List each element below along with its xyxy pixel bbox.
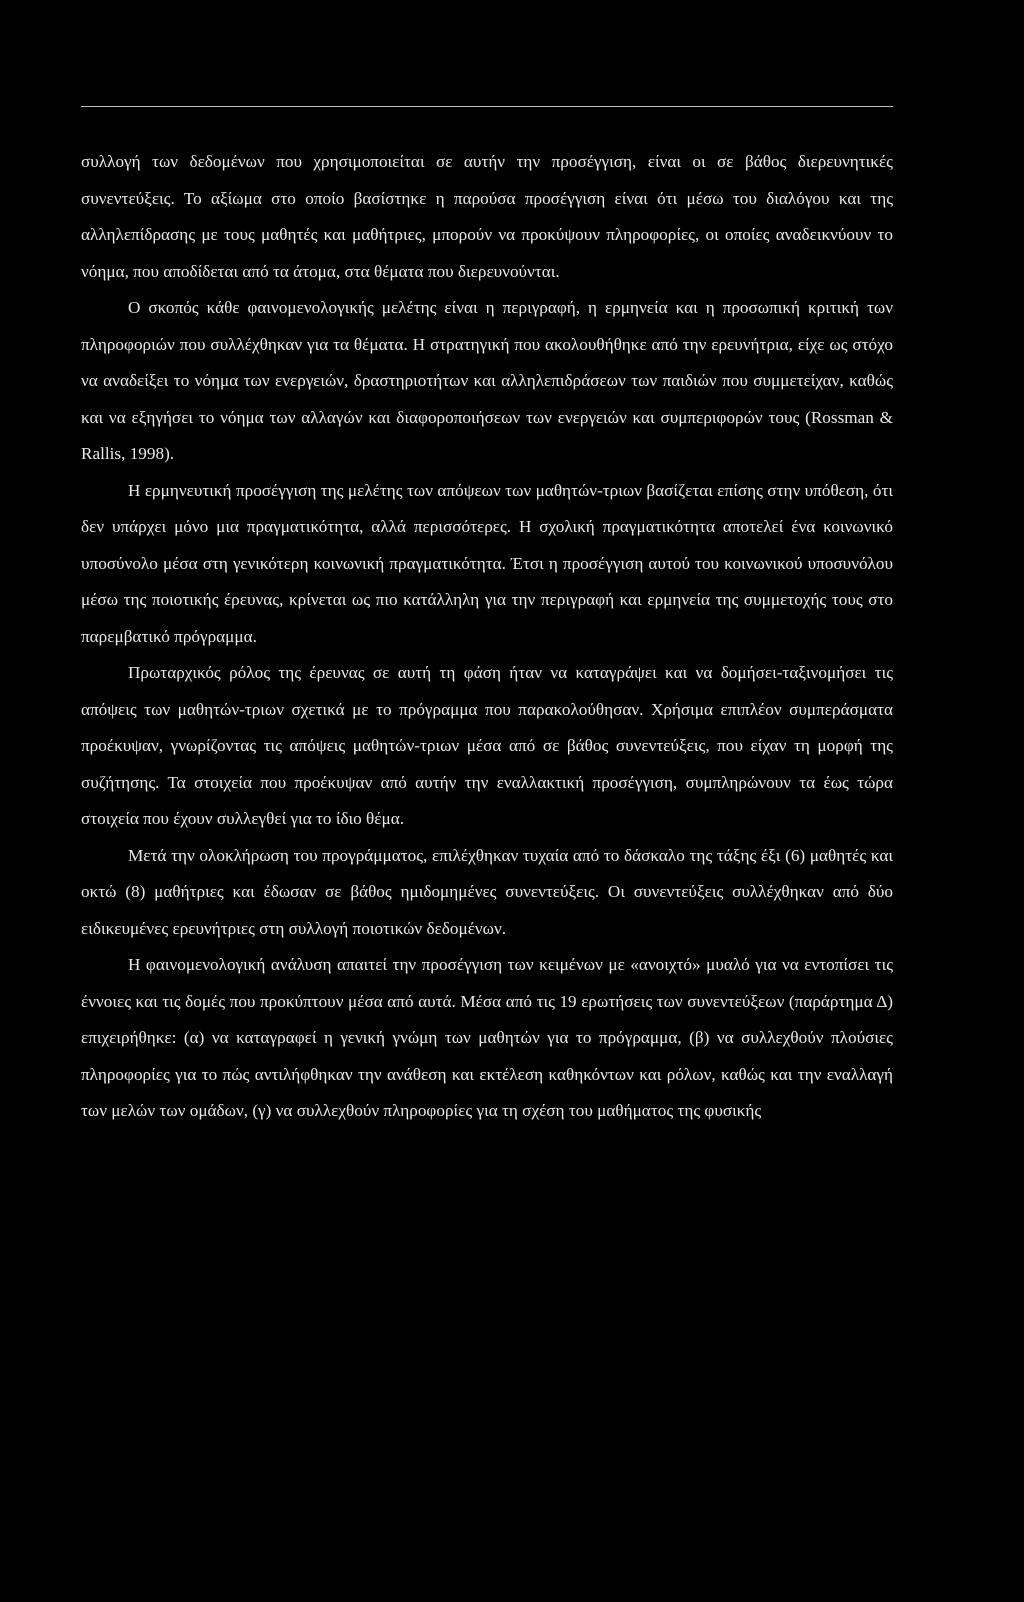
paragraph-6: Η φαινομενολογική ανάλυση απαιτεί την προσέγγιση των κειμένων με «ανοιχτό» μυαλό για να εντοπίσει τις έννοιες και τις δομές που προκύπτουν μέσα από αυτά. Μέσα από τις 19 ερωτήσεις των συνεντεύξεων (παράρτημα Δ) επιχειρήθηκε: (α) να καταγραφεί η γενική γνώμη των μαθητών για το πρόγραμμα, (β) να συλλεχθούν πλούσιες πληροφορίες για το πώς αντιλήφθηκαν την ανάθεση και εκτέλεση καθηκόντων και ρόλων, καθώς και την εναλλαγή των μελών των ομάδων, (γ) να συλλεχθούν πληροφορίες για τη σχέση του μαθήματος της φυσικής bbox=[81, 955, 893, 1120]
paragraph-4: Πρωταρχικός ρόλος της έρευνας σε αυτή τη φάση ήταν να καταγράψει και να δομήσει-ταξινομήσει τις απόψεις των μαθητών-τριων σχετικά με το πρόγραμμα που παρακολούθησαν. Χρήσιμα επιπλέον συμπεράσματα προέκυψαν, γνωρίζοντας τις απόψεις μαθητών-τριων μέσα από σε βάθος συνεντεύξεις, που είχαν τη μορφή της συζήτησης. Τα στοιχεία που προέκυψαν από αυτήν την εναλλακτική προσέγγιση, συμπληρώνουν τα έως τώρα στοιχεία που έχουν συλλεγθεί για το ίδιο θέμα. bbox=[81, 663, 893, 828]
paragraph-1: συλλογή των δεδομένων που χρησιμοποιείται σε αυτήν την προσέγγιση, είναι οι σε βάθος διερευνητικές συνεντεύξεις. Το αξίωμα στο οποίο βασίστηκε η παρούσα προσέγγιση είναι ότι μέσω του διαλόγου και της αλληλεπίδρασης με τους μαθητές και μαθήτριες, μπορούν να προκύψουν πληροφορίες, οι οποίες αναδεικνύουν το νόημα, που αποδίδεται από τα άτομα, στα θέματα που διερευνούνται. bbox=[81, 152, 893, 281]
paragraph-5: Μετά την ολοκλήρωση του προγράμματος, επιλέχθηκαν τυχαία από το δάσκαλο της τάξης έξι (6) μαθητές και οκτώ (8) μαθήτριες και έδωσαν σε βάθος ημιδομημένες συνεντεύξεις. Οι συνεντεύξεις συλλέχθηκαν από δύο ειδικευμένες ερευνήτριες στη συλλογή ποιοτικών δεδομένων. bbox=[81, 845, 893, 938]
header-rule bbox=[81, 106, 893, 107]
body-text bbox=[81, 144, 893, 1130]
paragraph-2: Ο σκοπός κάθε φαινομενολογικής μελέτης είναι η περιγραφή, η ερμηνεία και η προσωπική κριτική των πληροφοριών που συλλέχθηκαν για τα θέματα. Η στρατηγική που ακολουθήθηκε από την ερευνήτρια, είχε ως στόχο να αναδείξει το νόημα των ενεργειών, δραστηριοτήτων και αλληλεπιδράσεων των παιδιών που συμμετείχαν, καθώς και να εξηγήσει το νόημα των αλλαγών και διαφοροποιήσεων των ενεργειών και συμπεριφορών τους (Rossman & Rallis, 1998). bbox=[81, 298, 893, 463]
paragraph-3: Η ερμηνευτική προσέγγιση της μελέτης των απόψεων των μαθητών-τριων βασίζεται επίσης στην υπόθεση, ότι δεν υπάρχει μόνο μια πραγματικότητα, αλλά περισσότερες. Η σχολική πραγματικότητα αποτελεί ένα κοινωνικό υποσύνολο μέσα στη γενικότερη κοινωνική πραγματικότητα. Έτσι η προσέγγιση αυτού του κοινωνικού υποσυνόλου μέσω της ποιοτικής έρευνας, κρίνεται ως πιο κατάλληλη για την περιγραφή και ερμηνεία της συμμετοχής τους στο παρεμβατικό πρόγραμμα. bbox=[81, 480, 893, 646]
